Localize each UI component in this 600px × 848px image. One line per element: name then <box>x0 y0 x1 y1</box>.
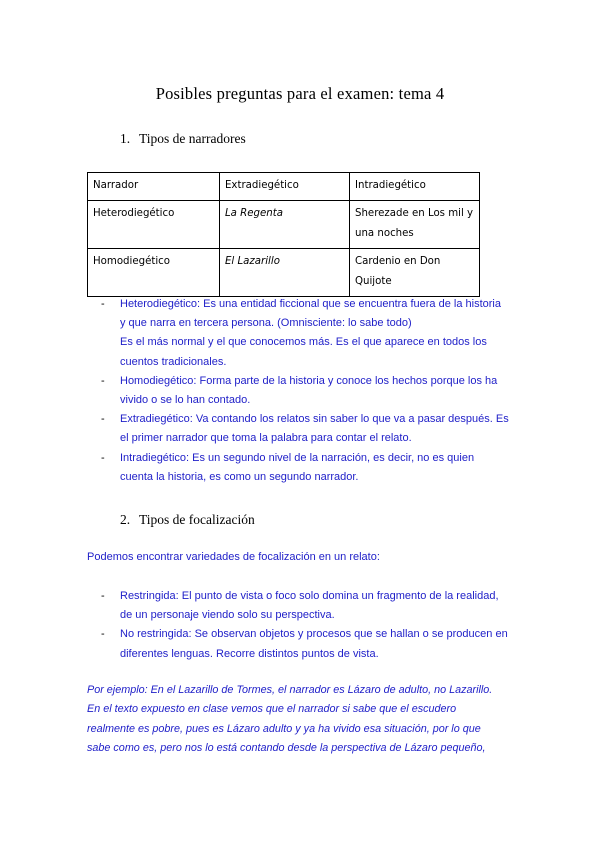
list-item-line: Restringida: El punto de vista o foco solo domina un fragmento de la realidad, <box>120 590 499 602</box>
list-item-line: el primer narrador que toma la palabra para contar el relato. <box>120 432 412 445</box>
example-line: En el texto expuesto en clase vemos que el narrador si sabe que el escudero <box>87 703 457 716</box>
list-item-line: diferentes lenguas. Recorre distintos puntos de vista. <box>120 647 379 660</box>
list-item-line: de un personaje viendo solo su perspectiva. <box>120 609 335 622</box>
section-number: 2. <box>120 512 131 527</box>
list-item <box>0 587 515 625</box>
table-row <box>88 201 480 249</box>
document-title: Posibles preguntas para el examen: tema 4 <box>155 84 445 103</box>
focalization-list <box>0 587 515 664</box>
list-item <box>0 372 515 410</box>
list-item <box>0 295 515 372</box>
dash-bullet: - <box>101 374 105 387</box>
table-cell: Sherezade en Los mil y una noches <box>350 201 480 249</box>
list-item-line: No restringida: Se observan objetos y procesos que se hallan o se producen en <box>120 628 508 641</box>
list-item-line: cuenta la historia, es como un segundo narrador. <box>120 470 359 483</box>
table-cell: Narrador <box>88 173 220 201</box>
table-cell: Heterodiegético <box>88 201 220 249</box>
section-title: Tipos de focalización <box>139 512 255 527</box>
section-heading-narradores <box>120 131 246 147</box>
list-item <box>0 625 515 663</box>
table-row <box>88 249 480 297</box>
section-title: Tipos de narradores <box>139 131 246 146</box>
table-cell: El Lazarillo <box>220 249 350 297</box>
list-item <box>0 410 515 448</box>
dash-bullet: - <box>101 590 105 602</box>
table-cell: Intradiegético <box>350 173 480 201</box>
narrator-definitions-list <box>0 295 515 487</box>
table-row <box>88 173 480 201</box>
list-item-line: vivido o se lo han contado. <box>120 394 251 407</box>
narrators-table <box>87 172 480 297</box>
example-line: sabe como es, pero nos lo está contando desde la perspectiva de Lázaro pequeño, <box>87 742 486 755</box>
list-item-line: Homodiegético: Forma parte de la historia y conoce los hechos porque los ha <box>120 374 498 387</box>
list-item-line: Extradiegético: Va contando los relatos sin saber lo que va a pasar después. Es <box>120 413 509 426</box>
dash-bullet: - <box>101 628 105 641</box>
table-cell: Extradiegético <box>220 173 350 201</box>
table-cell: Cardenio en Don Quijote <box>350 249 480 297</box>
table-cell: La Regenta <box>220 201 350 249</box>
dash-bullet: - <box>101 413 105 426</box>
list-item-line: cuentos tradicionales. <box>120 355 227 368</box>
list-item-line: Intradiegético: Es un segundo nivel de la narración, es decir, no es quien <box>120 451 475 464</box>
section-number: 1. <box>120 131 131 146</box>
table-cell: Homodiegético <box>88 249 220 297</box>
list-item-line: y que narra en tercera persona. (Omnisciente: lo sabe todo) <box>120 317 412 330</box>
example-line: Por ejemplo: En el Lazarillo de Tormes, el narrador es Lázaro de adulto, no Lazarillo. <box>87 684 493 696</box>
dash-bullet: - <box>101 298 105 310</box>
list-item-line: Heterodiegético: Es una entidad ficcional que se encuentra fuera de la historia <box>120 298 501 310</box>
intro-paragraph: Podemos encontrar variedades de focalización en un relato: <box>87 551 380 563</box>
example-paragraph <box>87 681 517 759</box>
list-item <box>0 449 515 487</box>
example-line: realmente es pobre, pues es Lázaro adulto y ya ha vivido esa situación, por lo que <box>87 722 481 735</box>
list-item-line: Es el más normal y el que conocemos más. Es el que aparece en todos los <box>120 336 487 349</box>
section-heading-focalizacion <box>120 512 255 528</box>
dash-bullet: - <box>101 451 105 464</box>
